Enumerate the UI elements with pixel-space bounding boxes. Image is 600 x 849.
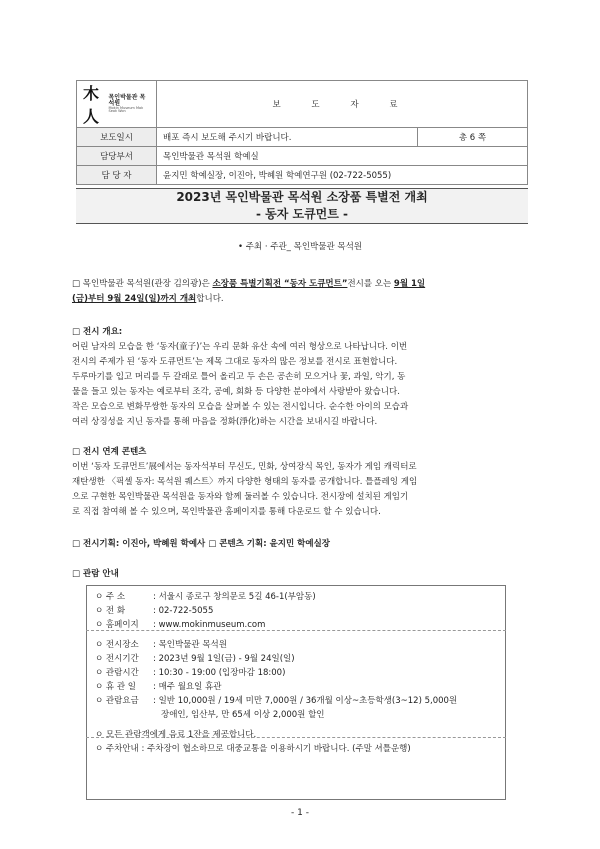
credits-line: □ 전시기획: 이진아, 박혜원 학예사 □ 콘텐츠 기획: 윤지민 학예실장: [72, 539, 330, 549]
fee-value: : 일반 10,000원 / 19세 미만 7,000원 / 36개월 이상~초등학생(3~12) 5,000원: [153, 696, 458, 706]
intro-exhibition-name: 소장품 특별기획전 “동자 도큐먼트”: [212, 279, 348, 289]
venue-value: : 목인박물관 목석원: [153, 640, 227, 650]
closed-day-value: : 매주 월요일 휴관: [153, 682, 222, 692]
homepage-link[interactable]: : www.mokinmuseum.com: [153, 620, 266, 630]
logo-name-ko: 목인박물관 목석원: [108, 93, 146, 107]
visitor-info-box: [86, 585, 506, 800]
info-row: [95, 638, 497, 652]
info-key: ㅇ 전시장소: [95, 640, 139, 650]
page-number: - 1 -: [291, 808, 309, 818]
department-value: 목인박물관 목석원 학예실: [157, 147, 528, 166]
info-row: [95, 708, 497, 722]
contact-value: 윤지민 학예실장, 이진아, 박혜원 학예연구원 (02-722-5055): [157, 166, 528, 185]
info-key: ㅇ 관람시간: [95, 668, 139, 678]
release-date-value: 배포 즉시 보도해 주시기 바랍니다.: [157, 128, 418, 147]
intro-section: [72, 277, 532, 307]
address-value: : 서울시 종로구 창의문로 5길 46-1(부암동): [153, 592, 316, 602]
drink-note: ㅇ 모든 관람객에게 음료 1잔을 제공합니다.: [95, 730, 257, 740]
divider: [86, 737, 506, 738]
overview-line: 두루마기를 입고 머리를 두 갈래로 틀어 올리고 두 손은 공손히 모으거나 꽃, 과일, 악기, 동: [72, 372, 406, 382]
phone-value: : 02-722-5055: [153, 606, 214, 616]
overview-line: 작은 모습으로 변화무쌍한 동자의 모습을 살펴볼 수 있는 전시입니다. 순수한 아이의 모습과: [72, 402, 409, 412]
intro-mid: 전시를 오는: [347, 279, 394, 289]
info-key: ㅇ 전시기간: [95, 654, 139, 664]
parking-note: ㅇ 주차안내 : 주차장이 협소하므로 대중교통을 이용하시기 바랍니다. (주말 셔틀운행): [95, 744, 411, 754]
contact-label: 담 당 자: [77, 166, 157, 185]
museum-logo: [83, 81, 150, 127]
intro-prefix: □ 목인박물관 목석원(관장 김의광)은: [72, 279, 213, 289]
headline-box: [76, 188, 528, 224]
fee-discount: 장애인, 임산부, 만 65세 이상 2,000원 할인: [161, 710, 325, 720]
organizer-note: • 주최 · 주관_ 목인박물관 목석원: [237, 242, 362, 252]
linked-content-heading: □ 전시 연계 콘텐츠: [72, 447, 147, 457]
overview-line: 어린 남자의 모습을 한 ‘동자(童子)’는 우리 문화 유산 속에 여러 형상으로 나타납니다. 이번: [72, 342, 408, 352]
info-key: ㅇ 주 소: [95, 592, 126, 602]
department-label: 담당부서: [77, 147, 157, 166]
info-row: [95, 666, 497, 680]
logo-mark-icon: 木人: [83, 84, 99, 126]
page-count: 총 6 쪽: [418, 128, 528, 147]
info-row: [95, 604, 497, 618]
hours-value: : 10:30 - 19:00 (입장마감 18:00): [153, 668, 286, 678]
overview-section: [72, 325, 532, 430]
header-table: [76, 80, 528, 185]
period-value: : 2023년 9월 1일(금) - 9월 24일(일): [153, 654, 295, 664]
logo-cell: [77, 81, 157, 128]
info-row: [95, 694, 497, 708]
info-key: ㅇ 전 화: [95, 606, 126, 616]
overview-line: 물을 들고 있는 동자는 예로부터 조각, 공예, 회화 등 다양한 분야에서 사랑받아 왔습니다.: [72, 387, 400, 397]
headline-title: 2023년 목인박물관 목석원 소장품 특별전 개최: [176, 190, 428, 204]
intro-end: 합니다.: [196, 294, 224, 304]
divider: [86, 630, 506, 631]
info-key: ㅇ 관람요금: [95, 696, 139, 706]
intro-period: (금)부터 9월 24일(일)까지 개최: [72, 294, 197, 304]
info-row: [95, 590, 497, 604]
document-title: 보 도 자 료: [157, 81, 528, 128]
linked-content-line: 로 직접 참여해 볼 수 있으며, 목인박물관 홈페이지를 통해 다운로드 할 수 있습니다.: [72, 507, 381, 517]
headline-subtitle: - 동자 도큐먼트 -: [255, 207, 349, 221]
logo-name-en: Mokin Museum Mok Seok Won: [108, 105, 144, 113]
info-row: [95, 652, 497, 666]
linked-content-section: [72, 445, 532, 520]
overview-heading: □ 전시 개요:: [72, 327, 123, 337]
guide-heading-text: □ 관람 안내: [72, 569, 119, 579]
info-row: [95, 742, 497, 756]
linked-content-line: 재탄생한 〈픽셀 동자: 목석원 퀘스트〉까지 다양한 형태의 동자를 공개합니다. 틀플레잉 게임: [72, 477, 418, 487]
info-key: ㅇ 휴 관 일: [95, 682, 136, 692]
release-date-label: 보도일시: [77, 128, 157, 147]
overview-line: 여러 상징성을 지닌 동자를 통해 마음을 정화(淨化)하는 시간을 보내시길 바랍니다.: [72, 417, 378, 427]
info-key: ㅇ 홈페이지: [95, 620, 139, 630]
linked-content-line: 이번 ‘동자 도큐먼트’展에서는 동자석부터 무신도, 민화, 상여장식 목인, 동자가 게임 캐릭터로: [72, 462, 417, 472]
linked-content-line: 으로 구현한 목인박물관 목석원을 동자와 함께 둘러볼 수 있습니다. 전시장에 설치된 게임기: [72, 492, 409, 502]
info-row: [95, 728, 497, 742]
info-row: [95, 680, 497, 694]
overview-line: 전시의 주제가 된 ‘동자 도큐먼트’는 제목 그대로 동자의 많은 정보를 전시로 표현합니다.: [72, 357, 398, 367]
intro-start-date: 9월 1일: [393, 279, 426, 289]
guide-heading: [72, 567, 532, 582]
